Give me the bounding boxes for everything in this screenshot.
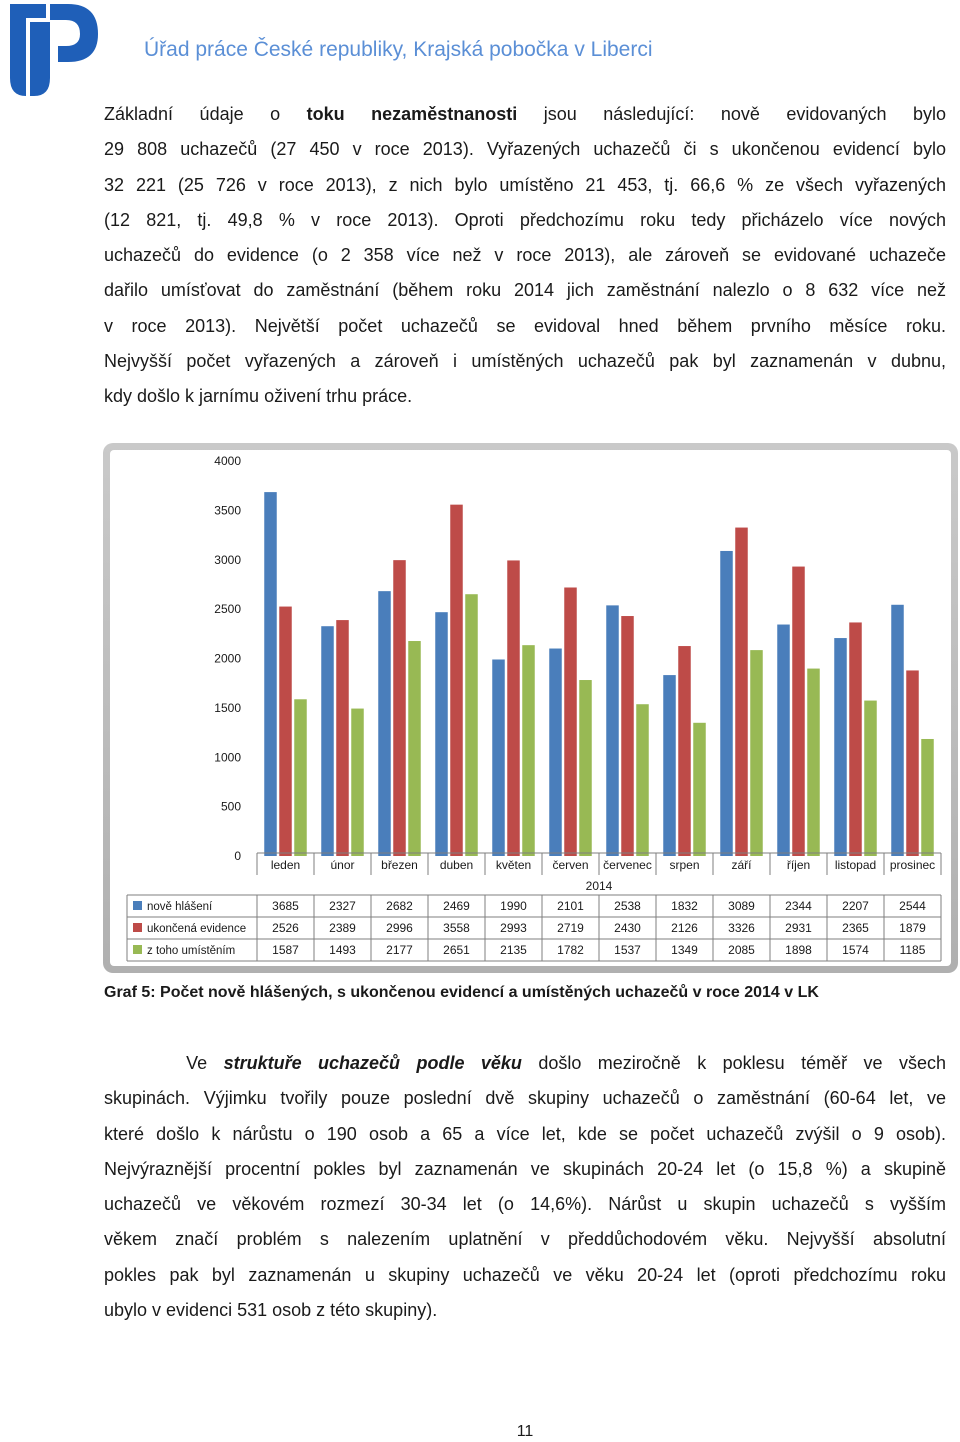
data-label: 1587 [272,943,299,957]
data-label: 2430 [614,921,641,935]
up-logo-icon [6,0,98,98]
data-label: 2085 [728,943,755,957]
data-label: 2327 [329,899,356,913]
paragraph-line: uchazečů do evidence (o 2 358 více než v roce 2013), ale zároveň se evidované uchazeče [104,245,946,266]
legend-swatch [133,923,142,932]
bar [378,591,391,856]
data-label: 2126 [671,921,698,935]
paragraph-line: Nejvyšší počet vyřazených a zároveň i umístěných uchazečů pak byl zaznamenán v dubnu, [104,351,946,372]
paragraph-line: (12 821, tj. 49,8 % v roce 2013). Oproti předchozímu roku tedy přicházelo více nových [104,209,946,230]
data-label: 1782 [557,943,584,957]
data-label: 1537 [614,943,641,957]
data-label: 2544 [899,899,926,913]
text-run: Ve [186,1053,224,1073]
bar [621,616,634,856]
paragraph-line: dařilo umísťovat do zaměstnání (během roku 2014 jich zaměstnání nalezlo o 8 632 více než [104,280,946,301]
x-tick-label: prosinec [889,858,936,872]
paragraph-line: skupinách. Výjimku tvořily pouze poslední dvě skupiny uchazečů o zaměstnání (60-64 let, ve [104,1088,946,1109]
data-label: 1879 [899,921,926,935]
y-tick-label: 500 [220,799,241,814]
data-label: 3685 [272,899,299,913]
paragraph-line: 29 808 uchazečů (27 450 v roce 2013). Vyřazených uchazečů či s ukončenou evidencí bylo [104,139,946,160]
bar [393,560,406,856]
paragraph-line: kdy došlo k jarnímu oživení trhu práce. [104,386,413,407]
bar [807,669,820,856]
bar [294,699,307,856]
x-tick-label: únor [330,858,355,872]
y-tick-label: 4000 [214,454,241,468]
paragraph-flow [104,97,946,415]
bar [522,645,535,856]
data-label: 3558 [443,921,470,935]
paragraph-line: v roce 2013). Největší počet uchazečů se evidoval hned během prvního měsíce roku. [104,315,946,336]
bar [492,659,505,856]
bar [408,641,421,856]
data-label: 2365 [842,921,869,935]
legend-entry: nově hlášení [147,901,213,913]
bar [465,594,478,856]
data-label: 2344 [785,899,812,913]
bar [720,551,733,856]
data-label: 2719 [557,921,584,935]
org-header: Úřad práce České republiky, Krajská pobočka v Liberci [144,38,653,61]
paragraph-age-structure [104,1046,946,1328]
x-tick-label: listopad [834,858,877,872]
paragraph-line: které došlo k nárůstu o 190 osob a 65 a více let, kde se počet uchazečů zvýšil o 9 osob). [104,1123,946,1144]
data-label: 3089 [728,899,755,913]
bar [678,646,691,856]
y-tick-label: 3000 [214,552,241,567]
bar [321,626,334,856]
x-tick-label: říjen [786,858,811,872]
bar [906,670,919,856]
bar [693,723,706,856]
paragraph-line [104,97,946,132]
data-label: 2931 [785,921,812,935]
data-label: 2996 [386,921,413,935]
bar [450,505,463,856]
y-tick-label: 2000 [214,651,241,666]
data-label: 2682 [386,899,413,913]
bar [435,612,448,856]
legend-entry: ukončená evidence [147,923,247,935]
bar [864,701,877,856]
emphasis-term: toku nezaměstnanosti [306,104,518,124]
data-label: 1990 [500,899,527,913]
data-label: 1832 [671,899,698,913]
bar [606,605,619,856]
bar [834,638,847,856]
x-tick-label: leden [270,858,301,872]
legend-swatch [133,945,142,954]
paragraph-line: uchazečů ve věkovém rozmezí 30-34 let (o 14,6%). Nárůst u skupin uchazečů s vyšším [104,1194,946,1215]
data-label: 2993 [500,921,527,935]
legend-entry: z toho umístěním [147,945,236,957]
bar [921,739,934,856]
bar [279,607,292,856]
y-tick-label: 1000 [214,750,241,765]
text-run: Základní údaje o [104,104,307,124]
x-tick-label: březen [381,858,418,872]
x-tick-label: srpen [669,858,700,872]
data-label: 2538 [614,899,641,913]
paragraph-line: pokles pak byl zaznamenán u skupiny uchazečů ve věku 20-24 let (oproti předchozímu roku [104,1264,946,1285]
bar [735,528,748,856]
bar [636,704,649,856]
y-tick-label: 3500 [214,503,241,518]
y-tick-label: 2500 [214,602,241,617]
data-label: 2469 [443,899,470,913]
data-label: 2135 [500,943,527,957]
paragraph-line: ubylo v evidenci 531 osob z této skupiny). [104,1300,438,1321]
bar [564,587,577,856]
bar [777,625,790,856]
bar [792,567,805,856]
data-label: 2207 [842,899,869,913]
bar [264,492,277,856]
x-tick-label: září [731,858,752,872]
paragraph-line: věkem značí problém s nalezením uplatnění v předdůchodovém věku. Nejvyšší absolutní [104,1229,946,1250]
data-label: 1898 [785,943,812,957]
data-label: 2389 [329,921,356,935]
data-label: 1493 [329,943,356,957]
bar [750,650,763,856]
x-tick-label: duben [439,858,474,872]
x-axis-label: 2014 [585,879,613,893]
x-tick-label: červen [552,858,589,872]
bar [663,675,676,856]
data-label: 3326 [728,921,755,935]
data-label: 1349 [671,943,698,957]
y-tick-label: 0 [234,849,241,863]
bar [507,560,520,856]
emphasis-term: struktuře uchazečů podle věku [223,1053,522,1073]
bar [891,605,904,856]
x-tick-label: červenec [603,858,652,872]
data-label: 1185 [899,943,926,957]
data-label: 1574 [842,943,869,957]
text-run: došlo meziročně k poklesu téměř ve všech [521,1053,946,1073]
bar [336,620,349,856]
page-number: 11 [516,1423,534,1440]
bar-chart [103,443,958,973]
paragraph-line: Nejvýraznější procentní pokles byl zaznamenán ve skupinách 20-24 let (o 15,8 %) a skupině [104,1158,946,1179]
data-label: 2526 [272,921,299,935]
bar [549,649,562,856]
data-label: 2651 [443,943,470,957]
chart-frame [103,443,958,973]
y-tick-label: 1500 [214,700,241,715]
figure-caption: Graf 5: Počet nově hlášených, s ukončenou evidencí a umístěných uchazečů v roce 2014 v LK [104,984,819,1001]
x-tick-label: květen [495,858,532,872]
legend-swatch [133,901,142,910]
bar [351,709,364,856]
text-run: jsou následující: nově evidovaných bylo [517,104,947,124]
bar [849,622,862,856]
data-label: 2177 [386,943,413,957]
paragraph-line: 32 221 (25 726 v roce 2013), z nich bylo umístěno 21 453, tj. 66,6 % ze všech vyřazených [104,174,946,195]
bar [579,680,592,856]
data-label: 2101 [557,899,584,913]
paragraph-line [104,1046,946,1081]
